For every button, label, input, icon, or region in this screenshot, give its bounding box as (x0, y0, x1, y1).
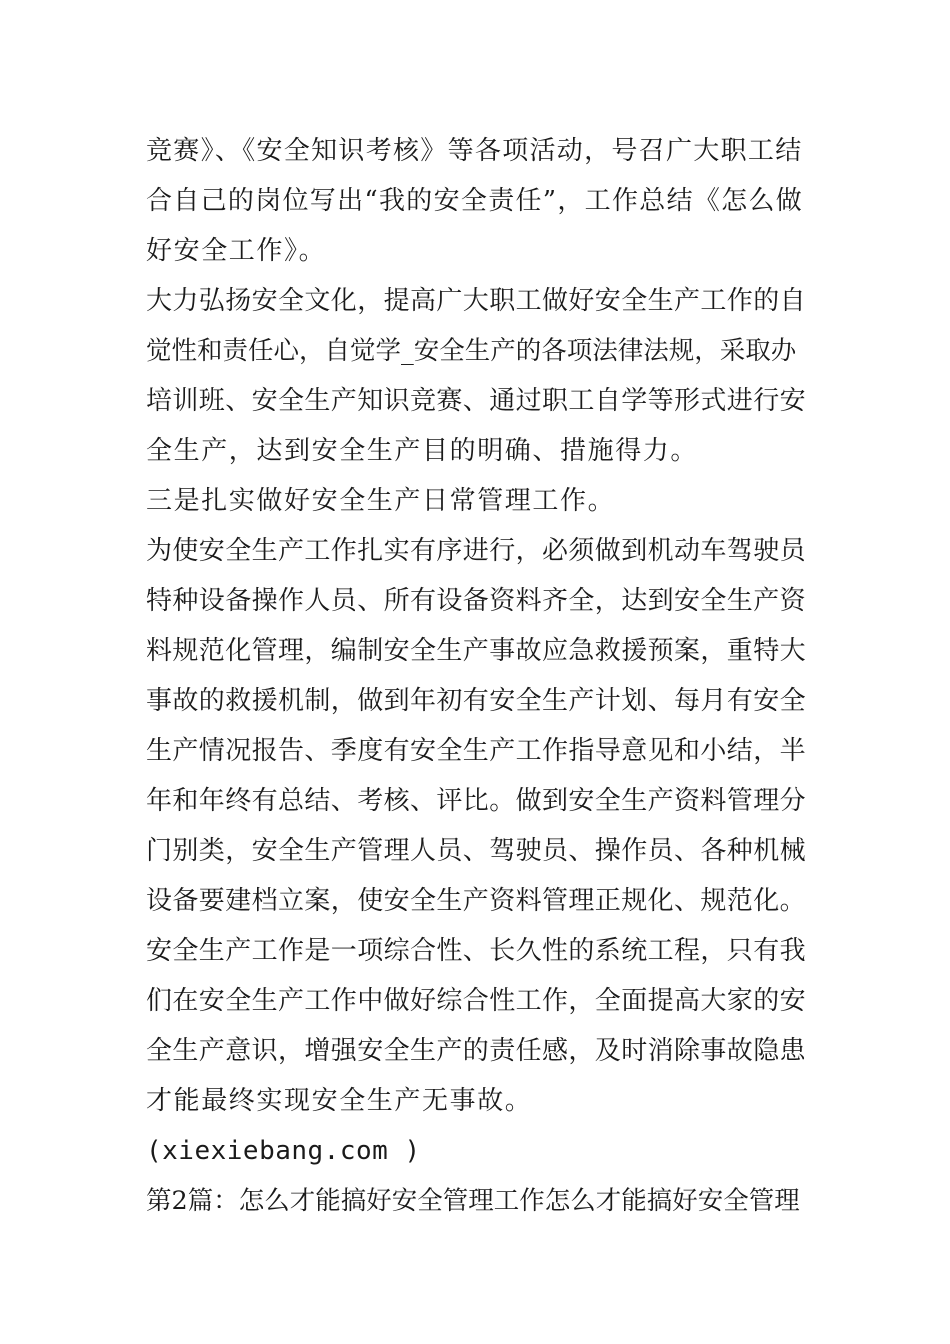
text-line: 设备要建档立案，使安全生产资料管理正规化、规范化。 (146, 886, 807, 916)
text-line: 全生产意识，增强安全生产的责任感，及时消除事故隐患 (146, 1036, 807, 1066)
text-line: 事故的救援机制，做到年初有安全生产计划、每月有安全 (146, 686, 807, 716)
text-line: 大力弘扬安全文化，提高广大职工做好安全生产工作的自 (146, 286, 807, 316)
text-line: 合自己的岗位写出“我的安全责任”，工作总结《怎么做 (146, 186, 804, 216)
text-line: 才能最终实现安全生产无事故。 (146, 1086, 533, 1116)
text-line: 们在安全生产工作中做好综合性工作，全面提高大家的安 (146, 986, 807, 1016)
text-line: 年和年终有总结、考核、评比。做到安全生产资料管理分 (146, 786, 807, 816)
text-line: 生产情况报告、季度有安全生产工作指导意见和小结，半 (146, 736, 807, 766)
text-line: 竞赛》、《安全知识考核》等各项活动，号召广大职工结 (146, 136, 803, 166)
source-url: (xiexiebang.com ) (146, 1136, 421, 1166)
text-line: 特种设备操作人员、所有设备资料齐全，达到安全生产资 (146, 586, 807, 616)
text-line: 安全生产工作是一项综合性、长久性的系统工程，只有我 (146, 936, 807, 966)
text-line: 门别类，安全生产管理人员、驾驶员、操作员、各种机械 (146, 836, 807, 866)
text-line: 好安全工作》。 (146, 236, 327, 266)
text-line: 觉性和责任心，自觉学_安全生产的各项法律法规，采取办 (146, 336, 797, 366)
text-line: 为使安全生产工作扎实有序进行，必须做到机动车驾驶员 (146, 536, 807, 566)
text-line: 培训班、安全生产知识竞赛、通过职工自学等形式进行安 (146, 386, 807, 416)
text-line: 料规范化管理，编制安全生产事故应急救援预案，重特大 (146, 636, 807, 666)
text-line: 全生产，达到安全生产目的明确、措施得力。 (146, 436, 699, 466)
section-heading: 第2篇：怎么才能搞好安全管理工作怎么才能搞好安全管理 (146, 1186, 800, 1216)
text-line: 三是扎实做好安全生产日常管理工作。 (146, 486, 616, 516)
